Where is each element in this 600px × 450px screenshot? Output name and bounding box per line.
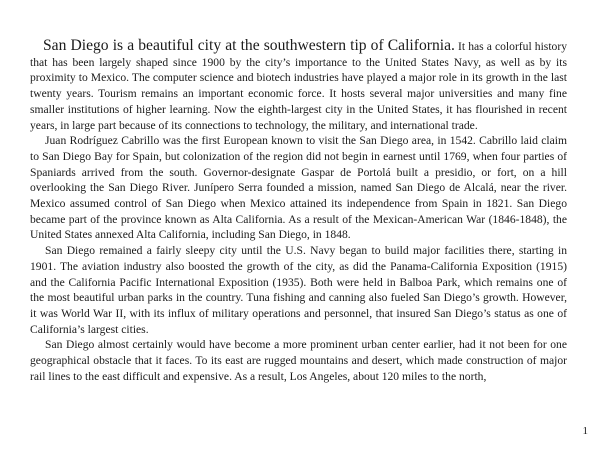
paragraph-history: Juan Rodríguez Cabrillo was the first European known to visit the San Diego area, in 1542. Cabrillo laid claim to San Diego Bay for Spain, but colonization of the region did not begin in earnest until 1769, when four parties of Spaniards arrived from the south. Governor-designate Gaspar de Portolá built a presidio, or fort, on a hill overlooking the San Diego River. Junípero Serra founded a mission, named San Diego de Alcalá, near the river. Mexico assumed control of San Diego when Mexico attained its independence from Spain in 1821. San Diego became part of the province known as Alta California. As a result of the Mexican-American War (1846-1848), the United States annexed Alta California, including San Diego, in 1848.	[30, 134, 567, 242]
lead-sentence: San Diego is a beautiful city at the southwestern tip of California.	[43, 37, 455, 54]
document-page	[30, 38, 567, 384]
page-number: 1	[582, 425, 588, 437]
paragraph-growth: San Diego remained a fairly sleepy city until the U.S. Navy began to build major facilities there, starting in 1901. The aviation industry also boosted the growth of the city, as did the Panama-California Exposition (1915) and the California Pacific International Exposition (1935). Both were held in Balboa Park, which remains one of the most beautiful urban parks in the country. Tuna fishing and canning also fueled San Diego’s growth. However, it was World War II, with its influx of military operations and personnel, that insured San Diego’s status as one of California’s largest cities.	[30, 244, 567, 336]
paragraph-geography: San Diego almost certainly would have become a more prominent urban center earlier, had it not been for one geographical obstacle that it faces. To its east are rugged mountains and desert, which made construction of major rail lines to the east difficult and expensive. As a result, Los Angeles, about 120 miles to the north,	[30, 338, 567, 383]
paragraph-intro-body: It has a colorful history that has been largely shaped since 1900 by the city’s importance to the United States Navy, as well as by its proximity to Mexico. The computer science and biotech industries have played a major role in its growth in the last twenty years. Tourism remains an important economic force. It hosts several major universities and many fine smaller institutions of higher learning. Now the eighth-largest city in the United States, it has flourished in recent years, in large part because of its connections to technology, the military, and international trade.	[30, 40, 567, 132]
paragraph-intro	[30, 38, 567, 133]
